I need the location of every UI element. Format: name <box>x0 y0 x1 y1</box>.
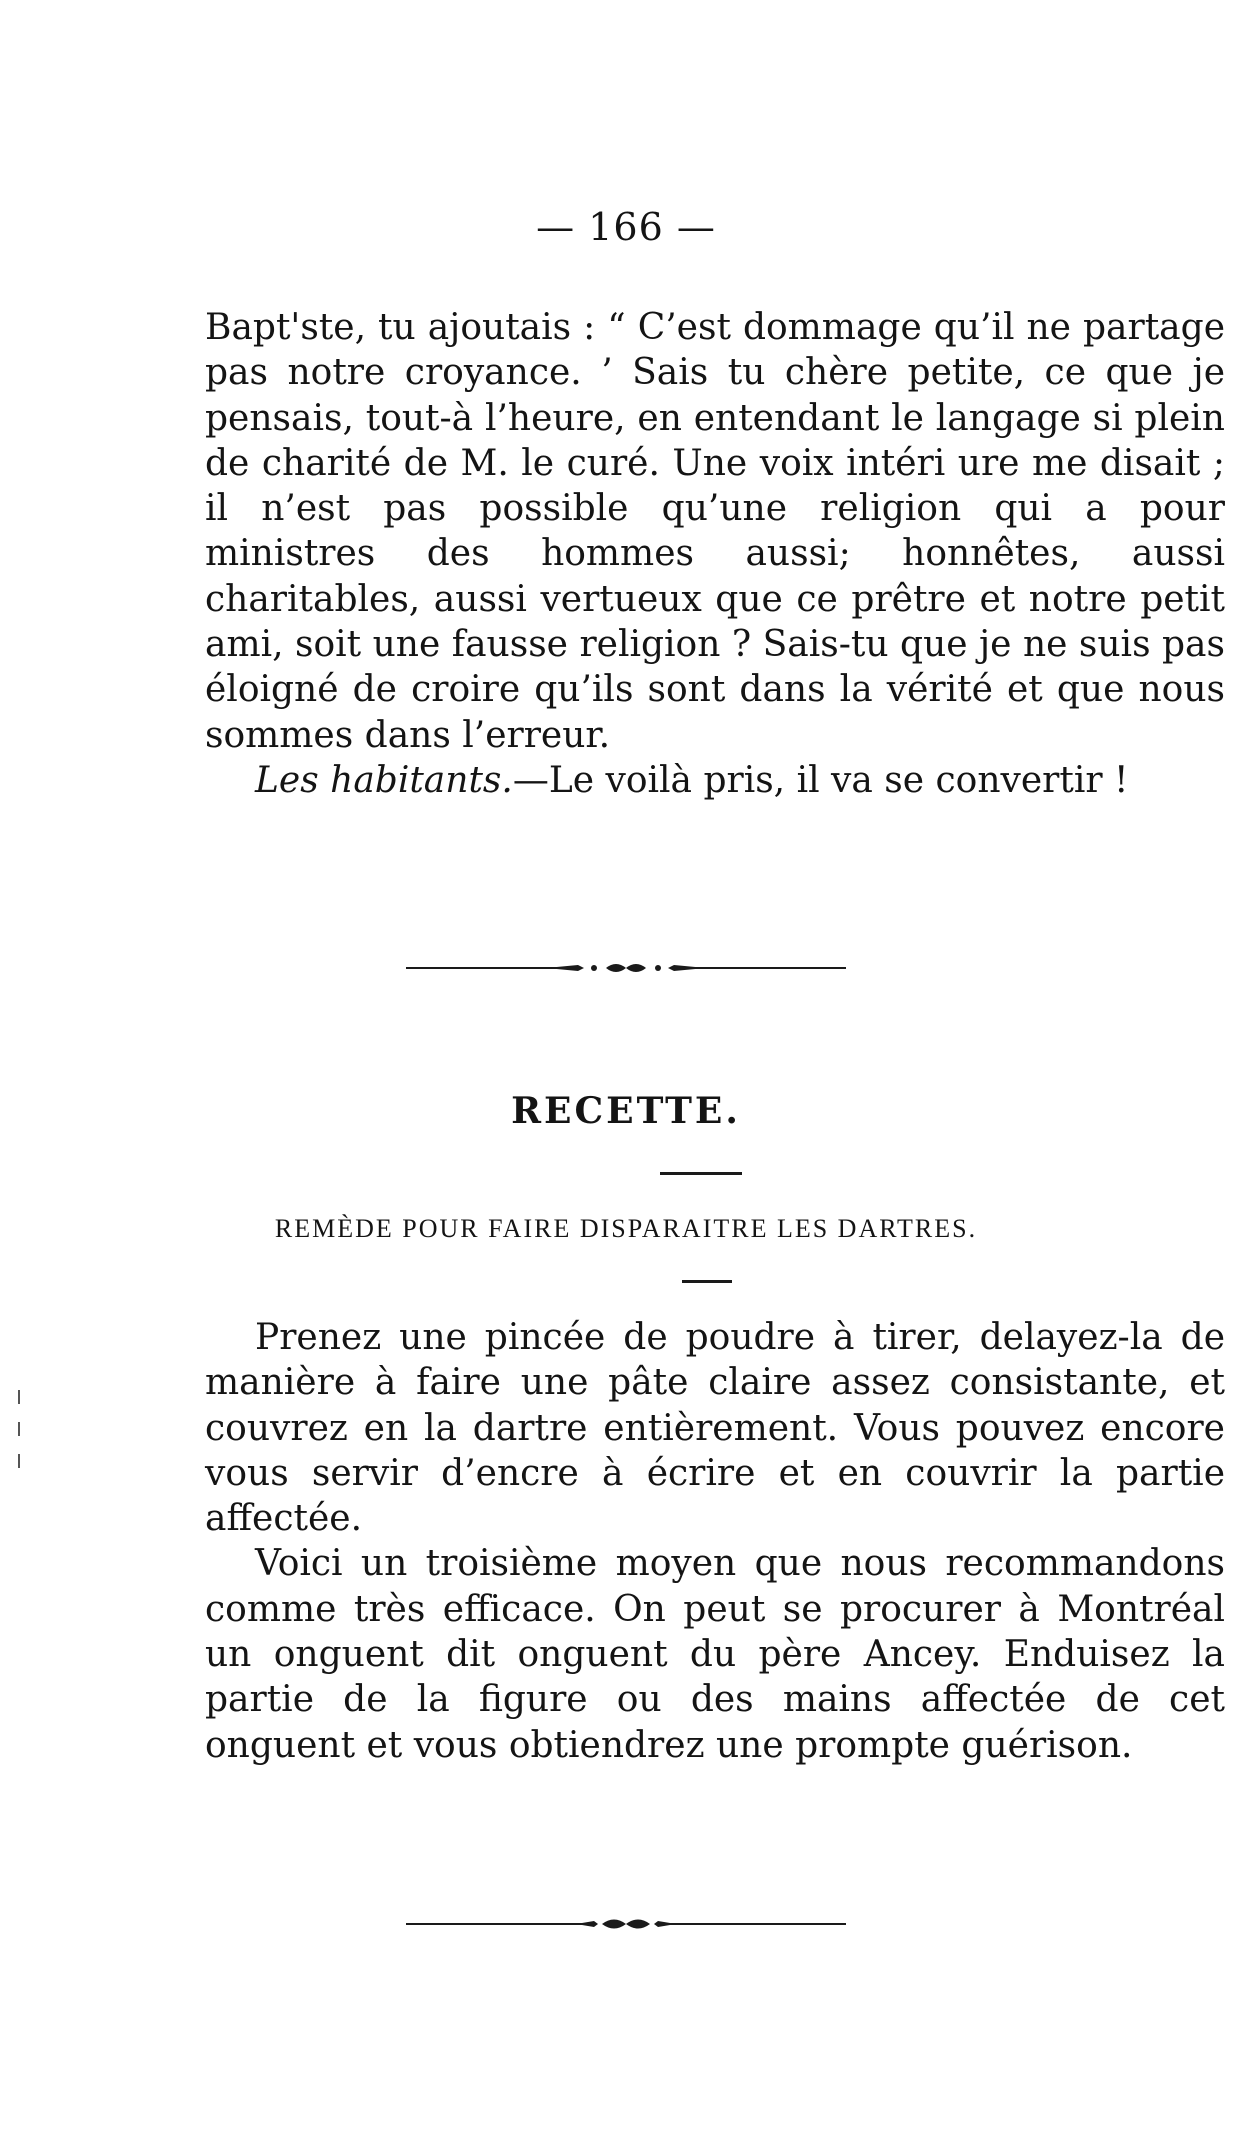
speaker-name: Les habitants. <box>255 759 513 801</box>
margin-marks <box>18 1390 20 1500</box>
recipe-body <box>205 1315 1225 1768</box>
end-divider-ornament <box>0 1914 1252 1934</box>
recipe-heading: RECETTE. <box>511 1090 741 1132</box>
page-number: — 166 — <box>536 205 716 249</box>
speaker-reply: —Le voilà pris, il va se convertir ! <box>512 759 1129 801</box>
section-divider-ornament <box>0 958 1252 978</box>
recipe-paragraph-1: Prenez une pincée de poudre à tirer, delayez-la de manière à faire une pâte claire assez consistante, et couvrez en la dartre entièrement. Vous pouvez encore vous servir d’encre à écrire et en couvrir la partie affectée. <box>205 1317 1225 1540</box>
recipe-subheading: REMÈDE POUR FAIRE DISPARAITRE LES DARTRES. <box>274 1214 978 1243</box>
dialogue-reply-line <box>205 758 1225 803</box>
dialogue-passage <box>205 305 1225 803</box>
subheading-rule <box>682 1280 732 1283</box>
dialogue-paragraph: Bapt'ste, tu ajoutais : “ C’est dommage qu’il ne partage pas notre croyance. ’ Sais tu chère petite, ce que je pensais, tout-à l’heure, en entendant le langage si plein de charité de M. le curé. Une voix intéri ure me disait ; il n’est pas possible qu’une religion qui a pour ministres des hommes aussi; honnêtes, aussi charitables, aussi vertueux que ce prêtre et notre petit ami, soit une fausse religion ? Sais-tu que je ne suis pas éloigné de croire qu’ils sont dans la vérité et que nous sommes dans l’erreur. <box>205 307 1225 756</box>
heading-rule <box>660 1172 742 1175</box>
recipe-paragraph-2: Voici un troisième moyen que nous recommandons comme très efficace. On peut se procurer à Montréal un onguent dit onguent du père Ancey. Enduisez la partie de la figure ou des mains affectée de cet onguent et vous obtiendrez une prompte guérison. <box>205 1543 1225 1766</box>
